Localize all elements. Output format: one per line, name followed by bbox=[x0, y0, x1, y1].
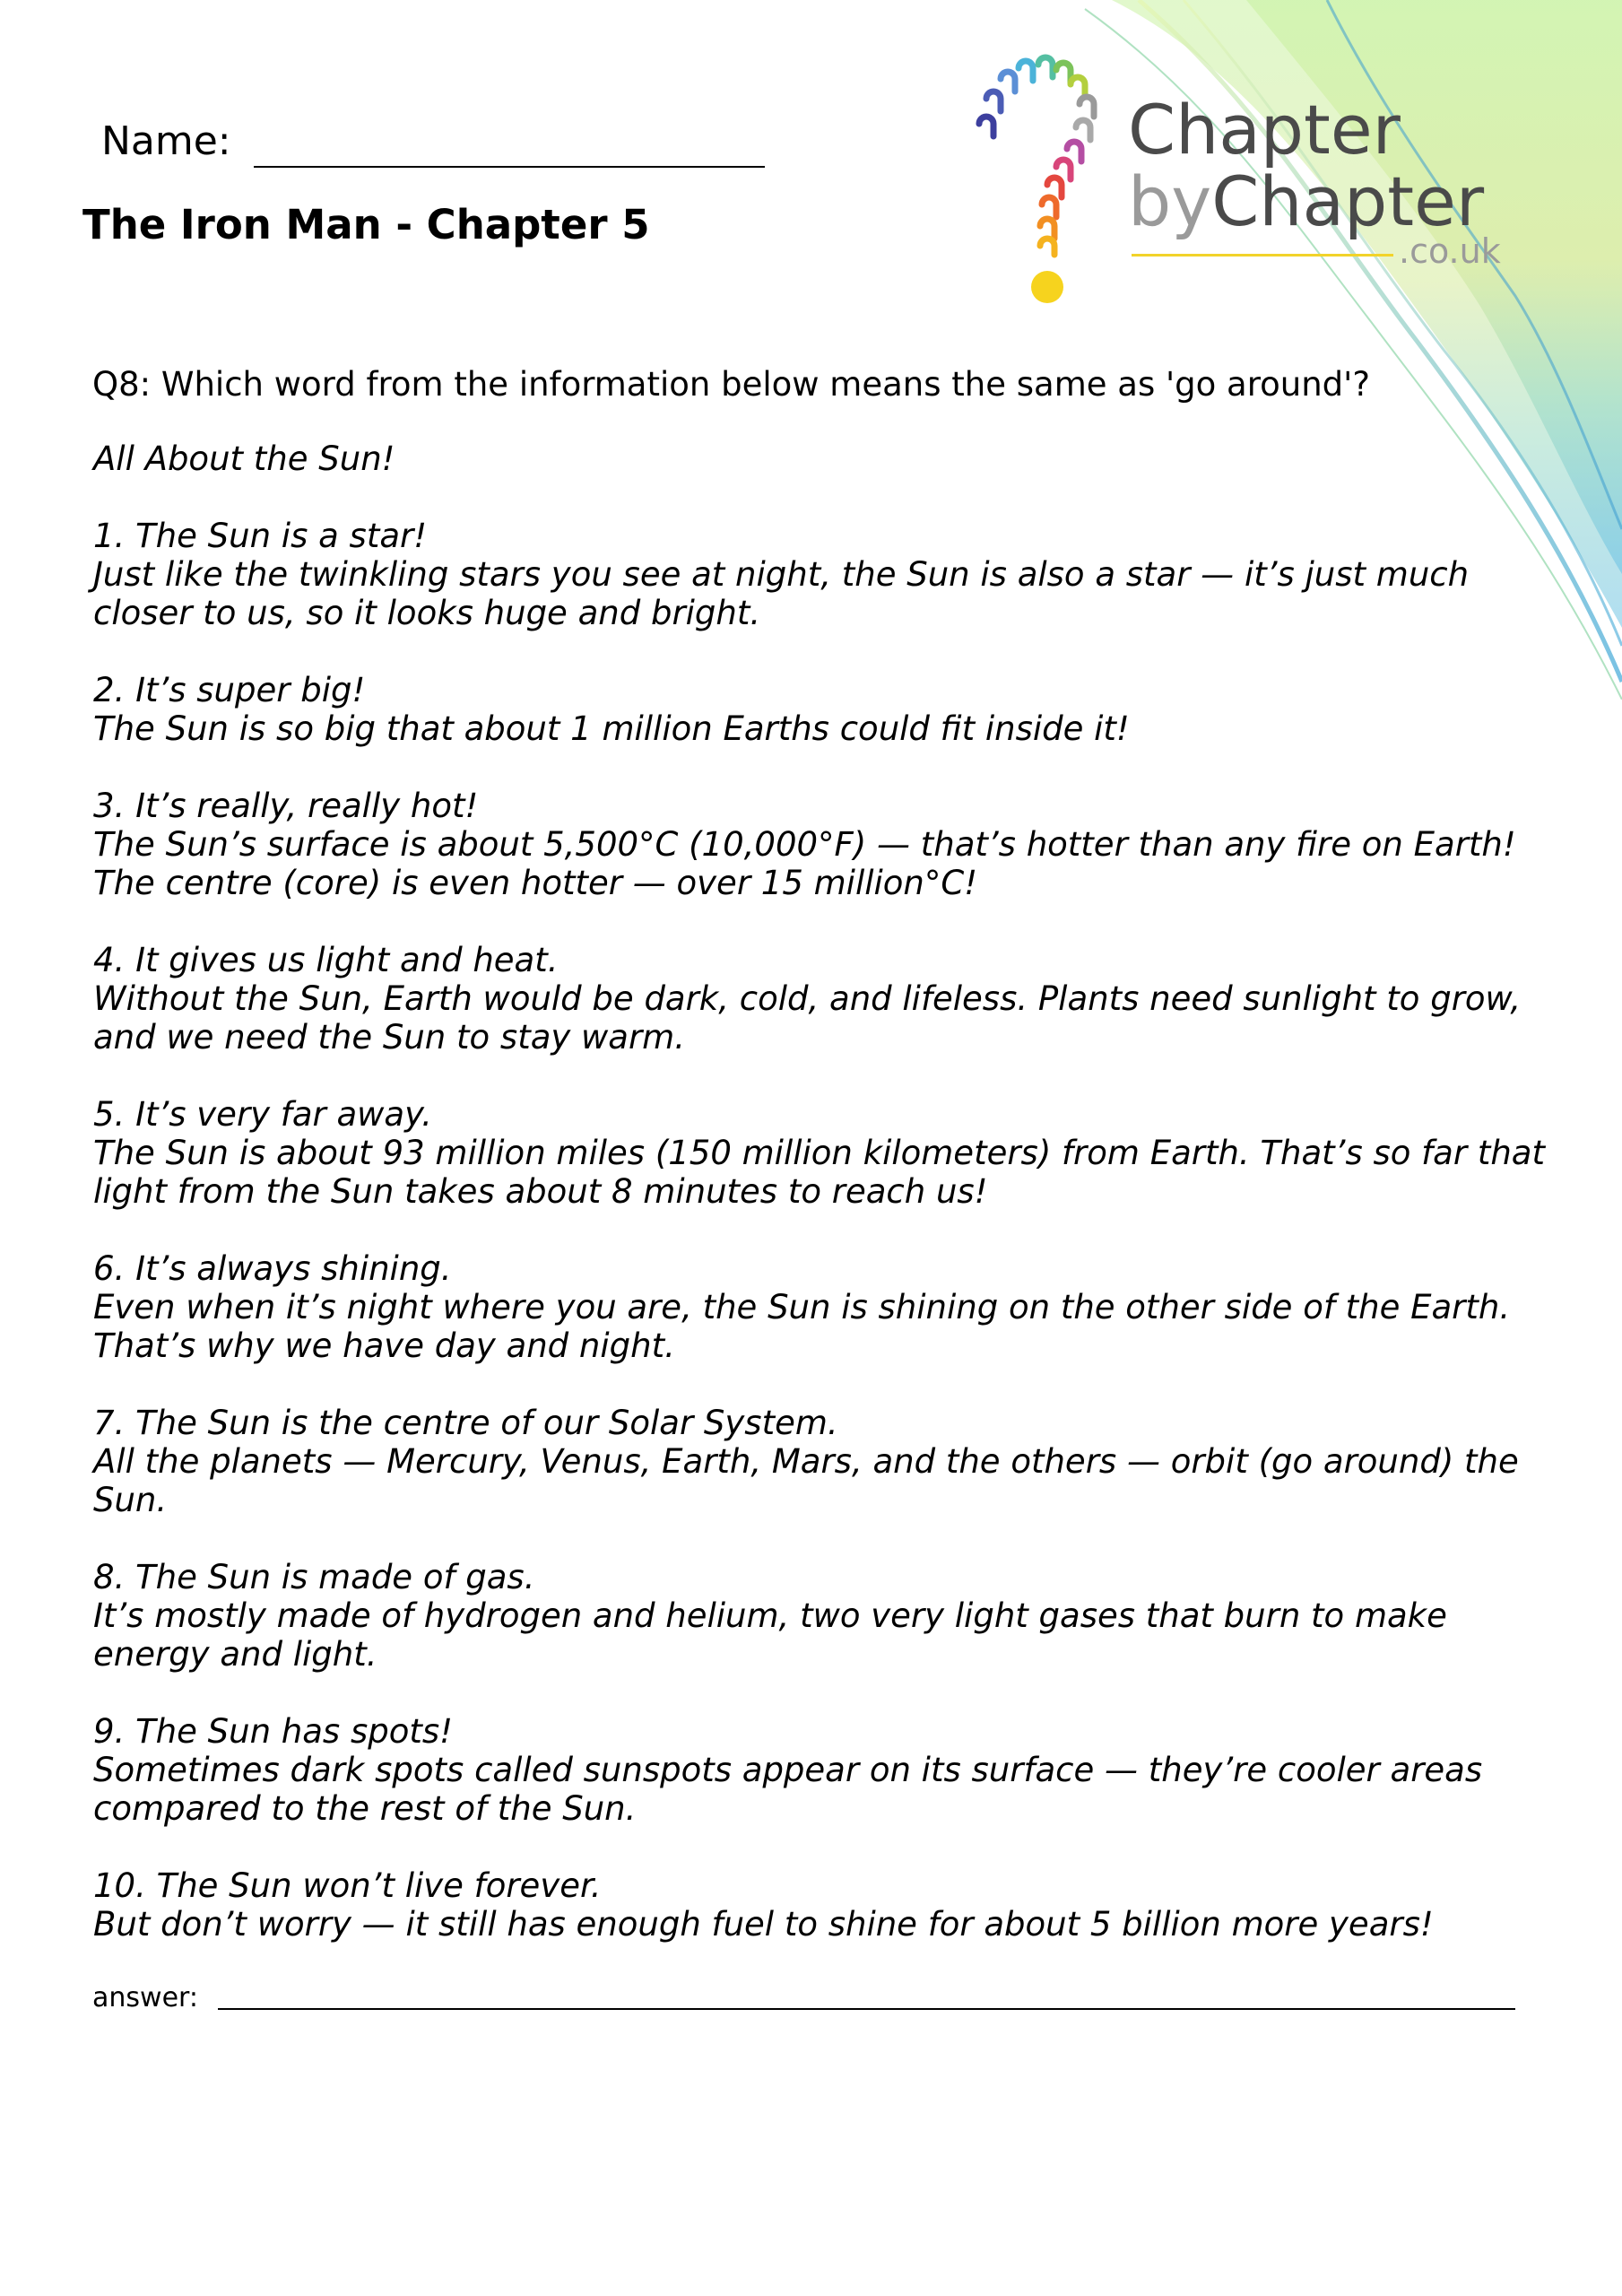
name-field-line[interactable] bbox=[254, 166, 765, 168]
logo-text-tld: .co.uk bbox=[1399, 231, 1501, 271]
answer-label: answer: bbox=[92, 1982, 198, 2013]
logo-text-chapter: Chapter bbox=[1128, 90, 1401, 170]
fact-item bbox=[93, 1404, 1546, 1519]
fact-body: But don’t worry — it still has enough fuel to shine for about 5 billion more years! bbox=[93, 1905, 1434, 1944]
answer-field-line[interactable] bbox=[218, 2008, 1515, 2010]
fact-heading: 9. The Sun has spots! bbox=[93, 1712, 453, 1751]
fact-body: The Sun is so big that about 1 million Earths could fit inside it! bbox=[93, 709, 1130, 748]
worksheet-title: The Iron Man - Chapter 5 bbox=[82, 201, 650, 248]
fact-item bbox=[93, 787, 1546, 902]
fact-item bbox=[93, 671, 1546, 748]
fact-item bbox=[93, 1095, 1546, 1211]
fact-heading: 5. It’s very far away. bbox=[93, 1095, 432, 1134]
fact-item bbox=[93, 1558, 1546, 1674]
fact-item bbox=[93, 1712, 1546, 1828]
fact-body: Just like the twinkling stars you see at night, the Sun is also a star — it’s just much closer to us, so it looks huge and bright. bbox=[93, 555, 1470, 632]
fact-body: Sometimes dark spots called sunspots appear on its surface — they’re cooler areas compared to the rest of the Sun. bbox=[93, 1751, 1483, 1828]
logo-books-icon bbox=[959, 52, 1121, 312]
name-label: Name: bbox=[101, 118, 231, 164]
fact-heading: 8. The Sun is made of gas. bbox=[93, 1558, 535, 1596]
fact-heading: 10. The Sun won’t live forever. bbox=[93, 1866, 602, 1905]
fact-body: Without the Sun, Earth would be dark, cold, and lifeless. Plants need sunlight to grow, and we need the Sun to stay warm. bbox=[93, 979, 1522, 1057]
fact-heading: 2. It’s super big! bbox=[93, 671, 366, 709]
fact-item bbox=[93, 941, 1546, 1057]
logo-underline bbox=[1132, 254, 1393, 257]
fact-body: It’s mostly made of hydrogen and helium, two very light gases that burn to make energy and light. bbox=[93, 1596, 1447, 1674]
question-text: Q8: Which word from the information below means the same as 'go around'? bbox=[92, 365, 1370, 404]
logo-text-by-chapter bbox=[1128, 161, 1484, 242]
passage-title: All About the Sun! bbox=[93, 439, 395, 478]
fact-item bbox=[93, 1866, 1546, 1944]
logo-text-chapter-2: Chapter bbox=[1211, 161, 1485, 241]
fact-body: The Sun is about 93 million miles (150 million kilometers) from Earth. That’s so far that light from the Sun takes about 8 minutes to reach us! bbox=[93, 1134, 1545, 1211]
fact-item bbox=[93, 517, 1546, 632]
fact-body: The Sun’s surface is about 5,500°C (10,000°F) — that’s hotter than any fire on Earth! The centre (core) is even hotter — over 15 million°C! bbox=[93, 825, 1516, 902]
fact-heading: 1. The Sun is a star! bbox=[93, 517, 428, 555]
fact-heading: 4. It gives us light and heat. bbox=[93, 941, 559, 979]
fact-body: Even when it’s night where you are, the Sun is shining on the other side of the Earth. That’s why we have day and night. bbox=[93, 1288, 1511, 1365]
fact-heading: 3. It’s really, really hot! bbox=[93, 787, 479, 825]
fact-body: All the planets — Mercury, Venus, Earth, Mars, and the others — orbit (go around) the Sun. bbox=[93, 1442, 1519, 1519]
fact-heading: 7. The Sun is the centre of our Solar System. bbox=[93, 1404, 838, 1442]
fact-heading: 6. It’s always shining. bbox=[93, 1249, 452, 1288]
logo-text-by: by bbox=[1128, 161, 1212, 241]
passage bbox=[93, 439, 1546, 1944]
fact-item bbox=[93, 1249, 1546, 1365]
